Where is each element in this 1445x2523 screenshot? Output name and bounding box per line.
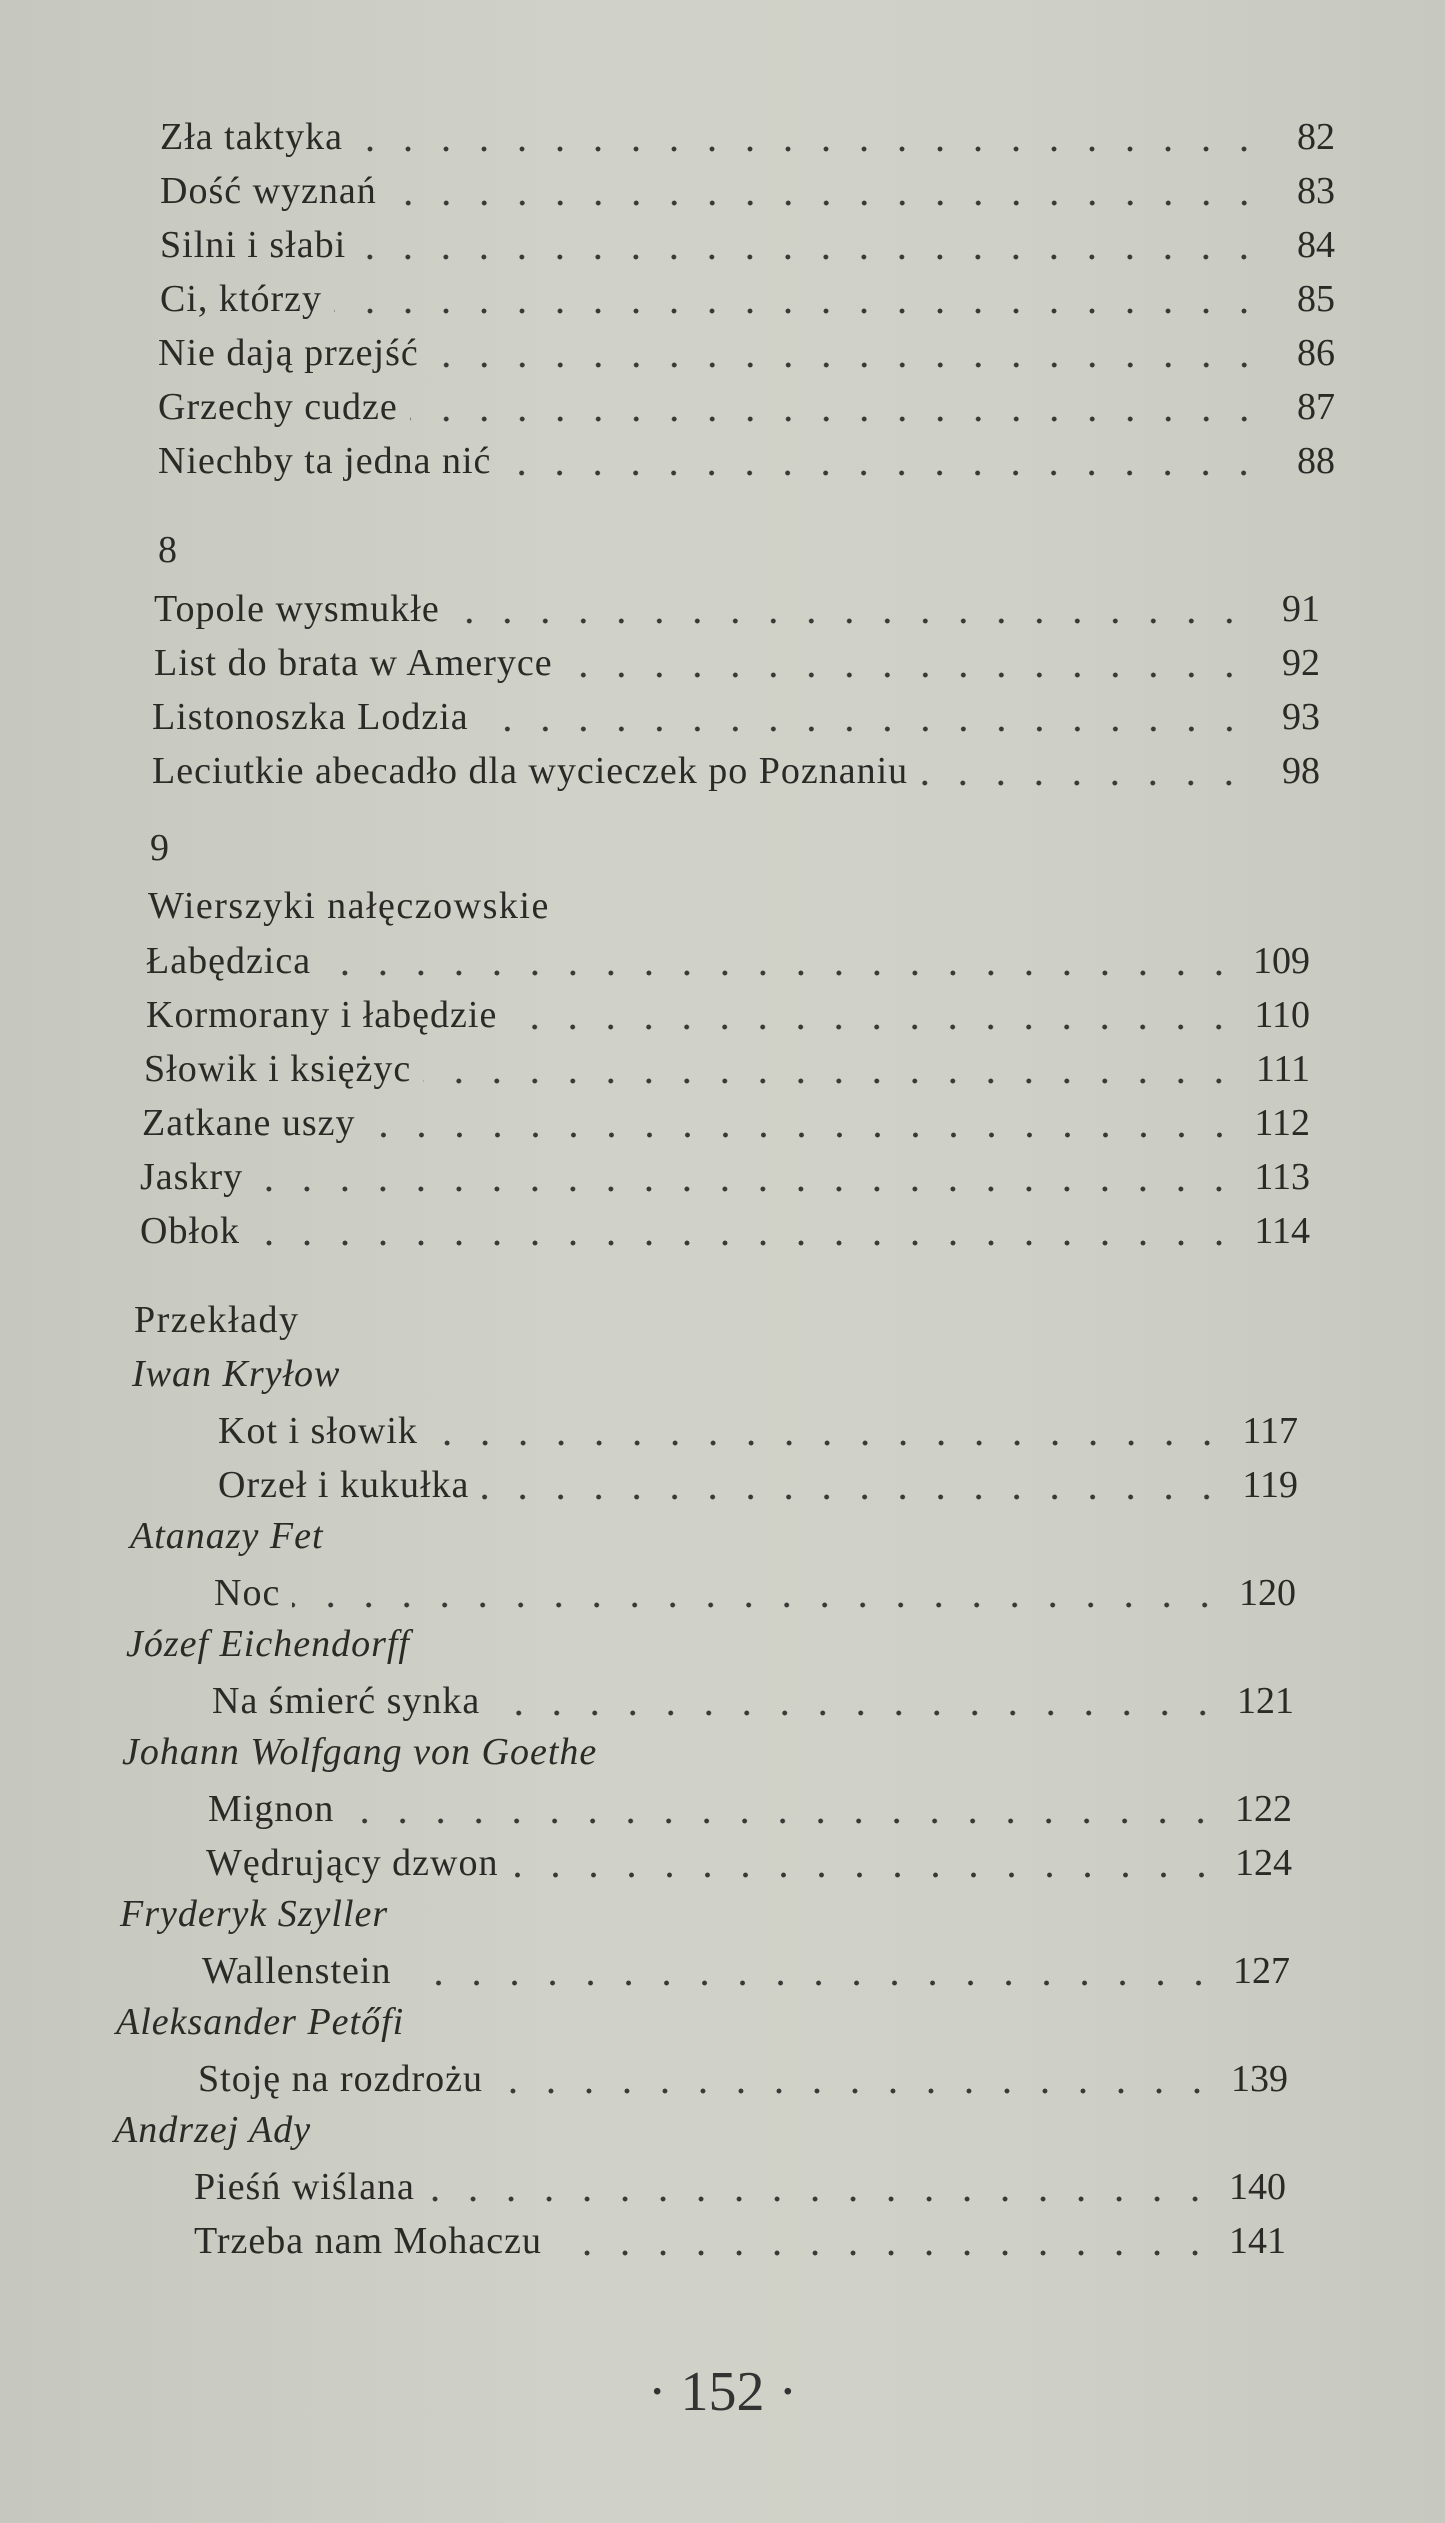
entry-title: Łabędzica (146, 940, 312, 982)
author-name: Johann Wolfgang von Goethe (122, 1731, 598, 1773)
author-name: Fryderyk Szyller (120, 1893, 389, 1935)
page-number: · 152 · (647, 2361, 798, 2423)
entry-page: 121 (1237, 1680, 1294, 1722)
entry-page: 139 (1231, 2058, 1288, 2100)
leader-dots (358, 254, 1263, 260)
leader-dots (452, 618, 1248, 624)
entry-title: Listonoszka Lodzia (152, 696, 469, 738)
entry-title: Jaskry (140, 1156, 244, 1198)
entry-title: Noc (214, 1572, 281, 1614)
entry-title: Zatkane uszy (142, 1102, 356, 1144)
entry-title: Niechby ta jedna nić (158, 440, 492, 482)
leader-dots (292, 1602, 1224, 1608)
toc-entry (194, 2214, 1286, 2268)
leader-dots (346, 1818, 1220, 1824)
entry-title: Wędrujący dzwon (206, 1842, 499, 1884)
entry-title: Zła taktyka (160, 116, 343, 158)
entry-title: Pieśń wiślana (194, 2166, 415, 2208)
toc-entry (158, 380, 1335, 434)
entry-title: Stoję na rozdrożu (198, 2058, 484, 2100)
entry-title: Orzeł i kukułka (218, 1464, 470, 1506)
leader-dots (252, 1240, 1238, 1246)
entry-page: 111 (1255, 1048, 1310, 1090)
entry-title: Grzechy cudze (158, 386, 398, 428)
toc-entry (154, 582, 1320, 636)
toc-entry (140, 1204, 1310, 1258)
leader-dots (481, 726, 1248, 732)
toc-entry (152, 744, 1320, 798)
toc-entry (146, 988, 1310, 1042)
leader-dots (410, 416, 1263, 422)
entry-title: Słowik i księżyc (144, 1048, 412, 1090)
entry-page: 98 (1282, 750, 1320, 792)
toc-entry (152, 690, 1320, 744)
entry-page: 127 (1233, 1950, 1290, 1992)
author-name: Iwan Kryłow (132, 1353, 341, 1395)
section-number: 8 (158, 529, 179, 571)
leader-dots (495, 2088, 1216, 2094)
entry-page: 93 (1282, 696, 1320, 738)
toc-entry (160, 110, 1335, 164)
entry-page: 113 (1254, 1156, 1310, 1198)
toc-entry (218, 1458, 1298, 1512)
entry-page: 124 (1235, 1842, 1292, 1884)
leader-dots (403, 1980, 1218, 1986)
leader-dots (431, 362, 1263, 368)
leader-dots (492, 1710, 1222, 1716)
entry-page: 85 (1297, 278, 1335, 320)
toc-entry (206, 1836, 1292, 1890)
leader-dots (323, 970, 1238, 976)
toc-entry (144, 1042, 1310, 1096)
toc-entry (142, 1096, 1310, 1150)
author-name: Józef Eichendorff (126, 1623, 410, 1665)
author-name: Atanazy Fet (130, 1515, 324, 1557)
entry-title: Wallenstein (202, 1950, 392, 1992)
entry-title: Leciutkie abecadło dla wycieczek po Poznaniu (152, 750, 909, 792)
leader-dots (368, 1132, 1238, 1138)
leader-dots (554, 2250, 1214, 2256)
toc-entry (214, 1566, 1296, 1620)
leader-dots (511, 1872, 1221, 1878)
entry-page: 83 (1297, 170, 1335, 212)
section-number: 9 (150, 827, 171, 869)
entry-title: Mignon (208, 1788, 335, 1830)
toc-entry (160, 272, 1335, 326)
entry-page: 109 (1253, 940, 1310, 982)
leader-dots (509, 1024, 1238, 1030)
entry-page: 88 (1297, 440, 1335, 482)
leader-dots (255, 1186, 1238, 1192)
leader-dots (427, 2196, 1214, 2202)
toc-entry (158, 326, 1335, 380)
toc-entry (160, 218, 1335, 272)
toc-entry (154, 636, 1320, 690)
entry-title: Trzeba nam Mohaczu (194, 2220, 542, 2262)
author-name: Aleksander Petőfi (116, 2001, 405, 2043)
entry-title: Silni i słabi (160, 224, 347, 266)
entry-page: 86 (1297, 332, 1335, 374)
entry-page: 87 (1297, 386, 1335, 428)
entry-page: 141 (1229, 2220, 1286, 2262)
leader-dots (423, 1078, 1238, 1084)
toc-entry (202, 1944, 1290, 1998)
entry-page: 82 (1297, 116, 1335, 158)
leader-dots (565, 672, 1248, 678)
entry-title: Dość wyznań (160, 170, 377, 212)
toc-entry (160, 164, 1335, 218)
toc-entry (158, 434, 1335, 488)
entry-page: 120 (1239, 1572, 1296, 1614)
entry-page: 112 (1254, 1102, 1310, 1144)
entry-page: 117 (1242, 1410, 1298, 1452)
entry-page: 119 (1242, 1464, 1298, 1506)
entry-title: Nie dają przejść (158, 332, 419, 374)
toc-entry (146, 934, 1310, 988)
entry-page: 91 (1282, 588, 1320, 630)
section-heading: Wierszyki nałęczowskie (148, 885, 550, 927)
toc-entry (194, 2160, 1286, 2214)
entry-page: 84 (1297, 224, 1335, 266)
translations-heading: Przekłady (134, 1299, 300, 1341)
leader-dots (920, 780, 1248, 786)
leader-dots (430, 1440, 1226, 1446)
entry-title: Kormorany i łabędzie (146, 994, 498, 1036)
toc-entry (140, 1150, 1310, 1204)
entry-title: List do brata w Ameryce (154, 642, 553, 684)
leader-dots (355, 146, 1263, 152)
author-name: Andrzej Ady (114, 2109, 312, 2151)
toc-entry (212, 1674, 1294, 1728)
entry-title: Obłok (140, 1210, 240, 1252)
leader-dots (334, 308, 1263, 314)
entry-page: 92 (1282, 642, 1320, 684)
entry-title: Ci, którzy (160, 278, 322, 320)
entry-title: Na śmierć synka (212, 1680, 481, 1722)
toc-entry (218, 1404, 1298, 1458)
leader-dots (503, 470, 1263, 476)
entry-page: 110 (1254, 994, 1310, 1036)
leader-dots (481, 1494, 1226, 1500)
toc-entry (208, 1782, 1292, 1836)
entry-title: Kot i słowik (218, 1410, 418, 1452)
entry-page: 114 (1254, 1210, 1310, 1252)
entry-title: Topole wysmukłe (154, 588, 440, 630)
entry-page: 140 (1229, 2166, 1286, 2208)
leader-dots (389, 200, 1263, 206)
entry-page: 122 (1235, 1788, 1292, 1830)
toc-entry (198, 2052, 1288, 2106)
